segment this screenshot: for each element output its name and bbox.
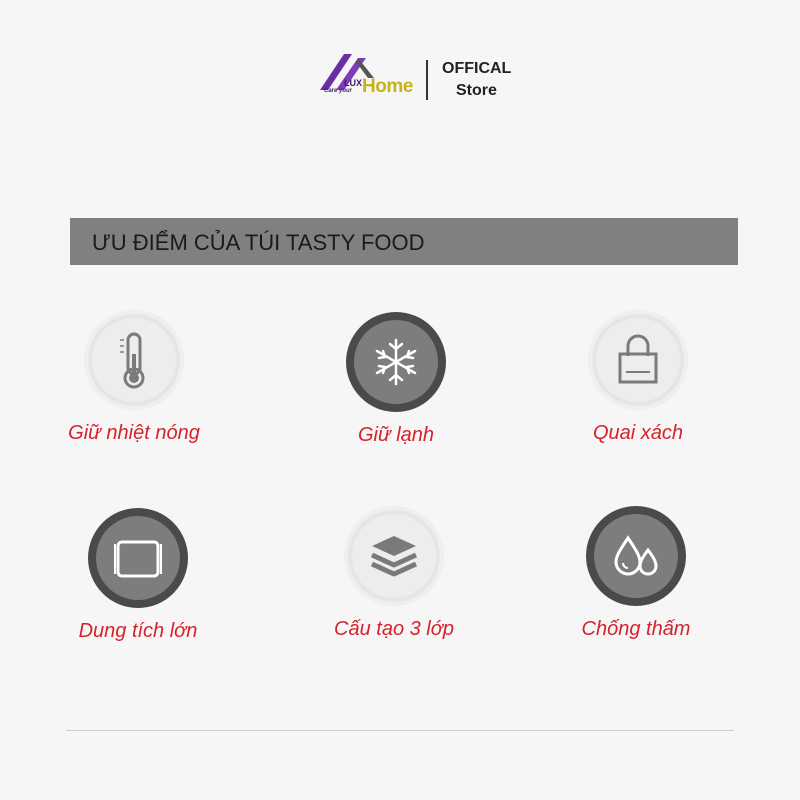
snowflake-icon <box>346 312 446 412</box>
section-title: ƯU ĐIỂM CỦA TÚI TASTY FOOD <box>92 230 425 255</box>
feature-item <box>538 310 738 450</box>
layers-icon <box>344 506 444 606</box>
feature-item <box>38 508 238 648</box>
feature-icon-circle <box>84 310 184 410</box>
logo-home-text: Home <box>362 76 413 97</box>
store-label-line1: OFFICAL <box>442 60 512 77</box>
section-banner <box>70 218 738 265</box>
water-drops-icon <box>586 506 686 606</box>
logo-lux-text: LUX <box>344 78 362 88</box>
feature-label: Dung tích lớn <box>78 620 198 642</box>
feature-icon-circle <box>88 508 188 608</box>
divider-line <box>66 730 734 731</box>
feature-item <box>536 506 736 646</box>
feature-item <box>34 310 234 450</box>
store-label-line2: Store <box>456 82 497 99</box>
feature-icon-circle <box>588 310 688 410</box>
logo-tagline: Care your <box>324 88 353 94</box>
feature-icon-circle <box>586 506 686 606</box>
feature-label: Cấu tạo 3 lớp <box>334 618 454 640</box>
feature-item <box>294 506 494 646</box>
feature-label: Giữ lạnh <box>357 424 435 446</box>
container-icon <box>88 508 188 608</box>
feature-icon-circle <box>344 506 444 606</box>
brand-divider <box>426 60 428 100</box>
brand-header <box>318 52 538 112</box>
feature-label: Chống thấm <box>581 618 691 640</box>
luxhome-logo[interactable] <box>318 52 418 104</box>
feature-label: Quai xách <box>592 422 684 444</box>
feature-label: Giữ nhiệt nóng <box>68 422 200 444</box>
feature-item <box>296 312 496 452</box>
bag-icon <box>588 310 688 410</box>
feature-icon-circle <box>346 312 446 412</box>
thermometer-icon <box>84 310 184 410</box>
